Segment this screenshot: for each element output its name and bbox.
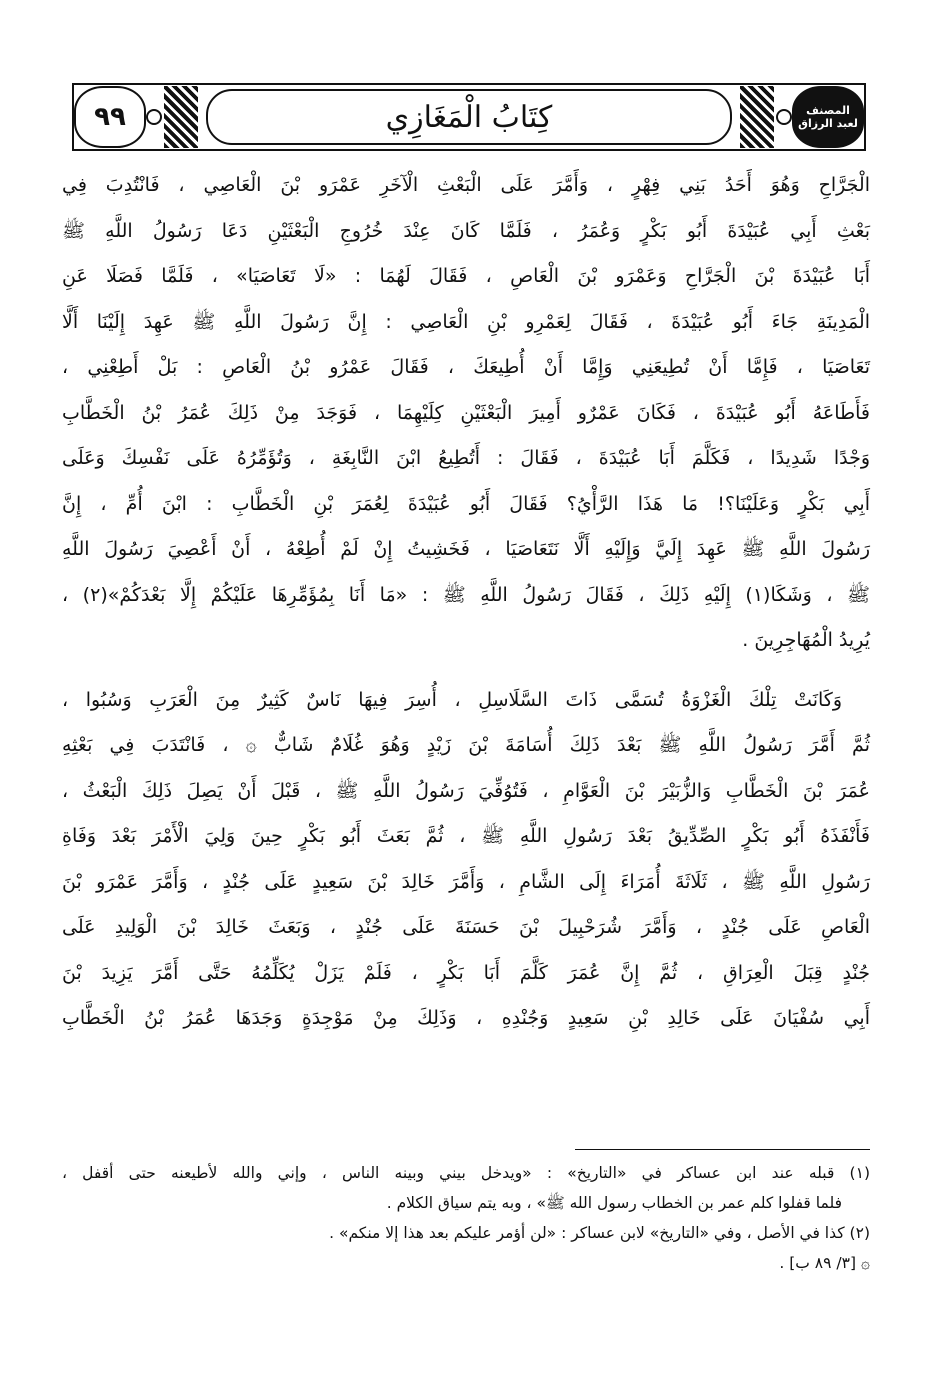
ornament-panel	[164, 86, 198, 148]
text-line: جُنْدٍ قِبَلَ الْعِرَاقِ ، ثُمَّ إِنَّ عُمَرَ كَلَّمَ أَبَا بَكْرٍ ، فَلَمْ يَزَلْ يُكَلِّمُهُ حَتَّى أَمَّرَ يَزِيدَ بْنَ	[62, 961, 870, 984]
text-line: فَأَنْفَذَهُ أَبُو بَكْرٍ الصِّدِّيقُ بَعْدَ رَسُولِ اللَّهِ ﷺ ، ثُمَّ بَعَثَ أَبُو بَكْرٍ حِينَ وَلِيَ الْأَمْرَ بَعْدَ وَفَاةِ	[62, 825, 870, 847]
footnote-1-continued: فلما قفلوا كلم عمر بن الخطاب رسول الله ﷺ» ، وبه يتم سياق الكلام .	[386, 1194, 842, 1212]
text-line: فَأَطَاعَهُ أَبُو عُبَيْدَةَ ، فَكَانَ عَمْرٌو أَمِيرَ الْبَعْثَيْنِ كِلَيْهِمَا ، فَوَجَدَ مِنْ ذَلِكَ عُمَرُ بْنُ الْخَطَّابِ	[62, 401, 870, 424]
footnote-2: (٢) كذا في الأصل ، وفي «التاريخ» لابن عساكر : «لن أؤمر عليكم بعد هذا إلا منكم» .	[329, 1224, 870, 1242]
text-line: الْعَاصِ عَلَى جُنْدٍ ، وَأَمَّرَ شُرَحْبِيلَ بْنَ حَسَنَةَ عَلَى جُنْدٍ ، وَبَعَثَ خَالِدَ بْنَ الْوَلِيدِ عَلَى	[62, 916, 870, 938]
chapter-title-box	[206, 89, 732, 145]
text-line: بَعْثِ أَبِي عُبَيْدَةَ أَبُو بَكْرٍ وَعُمَرُ ، فَلَمَّا كَانَ عِنْدَ خُرُوجِ الْبَعْثَيْنِ دَعَا رَسُولُ اللَّهِ ﷺ	[62, 219, 870, 242]
text-line: تَعَاصَيَا ، فَإِمَّا أَنْ تُطِيعَنِي وَإِمَّا أَنْ أُطِيعَكَ ، فَقَالَ عَمْرُو بْنُ الْعَاصِ : بَلْ أَطِعْنِي ،	[62, 356, 870, 378]
text-line: ﷺ ، وَشَكَا(١) إِلَيْهِ ذَلِكَ ، فَقَالَ رَسُولُ اللَّهِ ﷺ : «مَا أَنَا بِمُؤَمِّرِهَا عَلَيْكُمْ إِلَّا بَعْدَكُمْ»(٢) ،	[62, 583, 870, 606]
text-line: رَسُولِ اللَّهِ ﷺ ، ثَلَاثَةَ أُمَرَاءَ إِلَى الشَّامِ ، وَأَمَّرَ خَالِدَ بْنَ سَعِيدٍ عَلَى جُنْدٍ ، وَأَمَّرَ عَمْرَو بْنَ	[62, 870, 870, 893]
page-number: ٩٩	[94, 102, 126, 132]
paragraph-1	[62, 163, 870, 664]
ornament-dot	[776, 109, 792, 125]
text-line: يُرِيدُ الْمُهَاجِرِينَ .	[742, 629, 870, 651]
ornament-panel	[740, 86, 774, 148]
ornament-dot	[146, 109, 162, 125]
text-line: أَبِي سُفْيَانَ عَلَى خَالِدِ بْنِ سَعِيدٍ وَجُنْدِهِ ، وَذَلِكَ مِنْ مَوْجِدَةٍ وَجَدَهَا عُمَرُ بْنُ الْخَطَّابِ	[62, 1007, 870, 1029]
book-logo-text: المصنف لعبد الرزاق	[798, 104, 858, 130]
page-header	[72, 83, 866, 151]
text-line: وَكَانَتْ تِلْكَ الْغَزْوَةُ تُسَمَّى ذَاتَ السَّلَاسِلِ ، أُسِرَ فِيهَا نَاسٌ كَثِيرٌ مِنَ الْعَرَبِ وَسُبُوا ،	[62, 688, 842, 711]
footnote-separator	[575, 1149, 870, 1150]
text-line: وَجْدًا شَدِيدًا ، فَكَلَّمَ أَبَا عُبَيْدَةَ ، فَقَالَ : أَتُطِيعُ ابْنَ النَّابِغَةِ ، وَتُؤَمِّرُهُ عَلَى نَفْسِكَ وَعَلَى	[62, 447, 870, 469]
footnote-1: (١) قبله عند ابن عساكر في «التاريخ» : «ويدخل بيني وبينه الناس ، وإني والله لأطيعنه حتى أقفل ،	[62, 1164, 870, 1182]
text-line: أَبَا عُبَيْدَةَ بْنَ الْجَرَّاحِ وَعَمْرَو بْنَ الْعَاصِ ، فَقَالَ لَهُمَا : «لَا تَعَاصَيَا» ، فَلَمَّا فَصَلَا عَنِ	[62, 265, 870, 287]
text-line: رَسُولَ اللَّهِ ﷺ عَهِدَ إِلَيَّ وَإِلَيْهِ أَلَّا نَتَعَاصَيَا ، فَخَشِيتُ إِنْ لَمْ أُطِعْهُ ، أَنْ أَعْصِيَ رَسُولَ اللَّهِ	[62, 538, 870, 560]
text-line: الْجَرَّاحِ وَهُوَ أَحَدُ بَنِي فِهْرٍ ، وَأَمَّرَ عَلَى الْبَعْثِ الْآخَرِ عَمْرَو بْنَ الْعَاصِي ، فَانْتُدِبَ فِي	[62, 174, 870, 196]
manuscript-folio-note: ۞ [٣/ ٨٩ ب] .	[779, 1254, 870, 1272]
book-logo	[792, 86, 864, 148]
text-line: الْمَدِينَةِ جَاءَ أَبُو عُبَيْدَةَ ، فَقَالَ لِعَمْرِو بْنِ الْعَاصِي : إِنَّ رَسُولَ اللَّهِ ﷺ عَهِدَ إِلَيْنَا أَلَّا	[62, 310, 870, 333]
main-text	[62, 163, 870, 1042]
paragraph-2	[62, 678, 870, 1042]
text-line: أَبِي بَكْرٍ وَعَلَيْنَا؟! مَا هَذَا الرَّأْيُ؟ فَقَالَ أَبُو عُبَيْدَةَ لِعُمَرَ بْنِ الْخَطَّابِ : ابْنَ أُمِّ ، إِنَّ	[62, 492, 870, 515]
text-line: عُمَرَ بْنَ الْخَطَّابِ وَالزُّبَيْرَ بْنَ الْعَوَّامِ ، فَتُوُفِّيَ رَسُولُ اللَّهِ ﷺ ، قَبْلَ أَنْ يَصِلَ ذَلِكَ الْبَعْثُ ،	[62, 779, 870, 802]
text-line: ثُمَّ أَمَّرَ رَسُولُ اللَّهِ ﷺ بَعْدَ ذَلِكَ أُسَامَةَ بْنَ زَيْدٍ وَهُوَ غُلَامٌ شَابٌّ ۞ ، فَانْتَدَبَ فِي بَعْثِهِ	[62, 734, 870, 756]
chapter-title: كِتَابُ الْمَغَازِي	[385, 99, 553, 135]
page-number-medallion	[74, 86, 146, 148]
footnotes	[62, 1158, 870, 1278]
